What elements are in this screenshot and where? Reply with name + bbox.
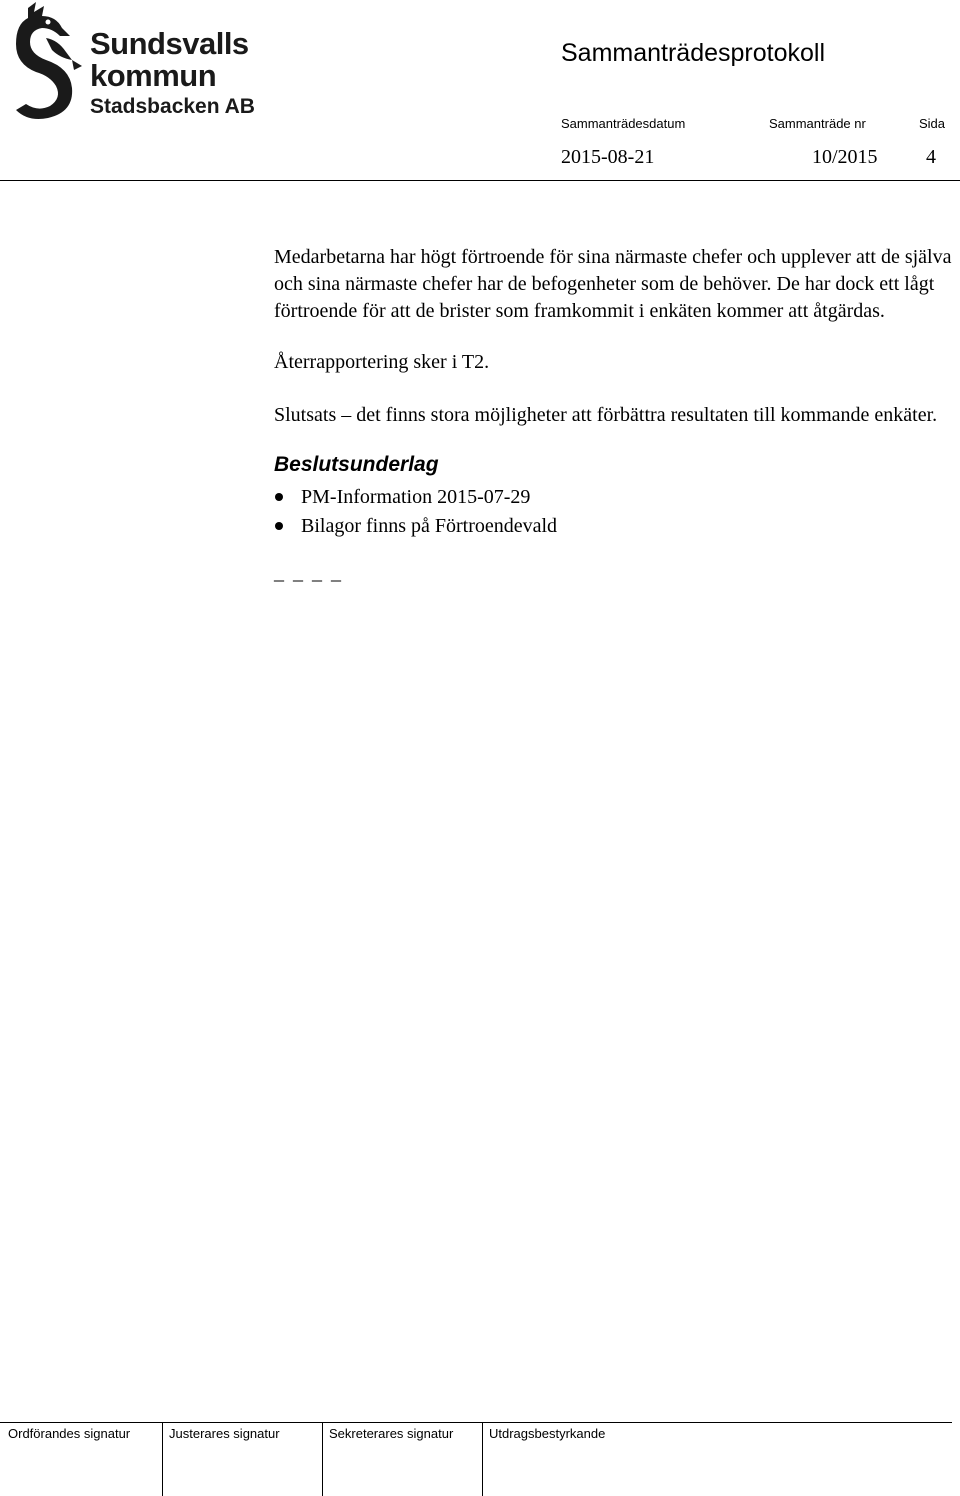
end-marker: _ _ _ _ <box>274 562 343 584</box>
meeting-number-value: 10/2015 <box>812 146 878 168</box>
logo-wordmark <box>90 28 255 120</box>
organization-logo <box>12 2 262 124</box>
meeting-date-label: Sammanträdesdatum <box>561 116 686 131</box>
header-divider <box>0 180 960 181</box>
bullet-icon <box>275 493 283 501</box>
list-item-text: PM-Information 2015-07-29 <box>301 486 531 508</box>
body-paragraph-3: Slutsats – det finns stora möjligheter att förbättra resultaten till kommande enkäter. <box>274 404 938 426</box>
list-item-text: Bilagor finns på Förtroendevald <box>301 515 558 537</box>
logo-line-1: Sundsvalls <box>90 26 249 61</box>
signature-footer <box>0 1422 952 1496</box>
list-item <box>274 512 954 541</box>
chair-signature-label: Ordförandes signatur <box>8 1426 131 1441</box>
protocol-body <box>274 244 954 585</box>
secretary-signature-label: Sekreterares signatur <box>329 1426 454 1441</box>
bullet-icon <box>275 522 283 530</box>
meeting-date-value: 2015-08-21 <box>561 146 655 168</box>
logo-line-3: Stadsbacken AB <box>90 95 255 118</box>
body-paragraph-1: Medarbetarna har högt förtroende för sina närmaste chefer och upplever att de själva och sina närmaste chefer har de befogenheter som de behöver. De har dock ett lågt förtroende för att de brister som framkommit i enkäten kommer att åtgärdas. <box>274 246 952 322</box>
document-title: Sammanträdesprotokoll <box>561 39 826 67</box>
section-heading: Beslutsunderlag <box>274 453 439 476</box>
extract-certification-cell <box>482 1423 952 1496</box>
adjuster-signature-label: Justerares signatur <box>169 1426 280 1441</box>
page-number-value: 4 <box>926 146 936 168</box>
adjuster-signature-cell <box>162 1423 322 1496</box>
page-label: Sida <box>919 116 946 131</box>
extract-certification-label: Utdragsbestyrkande <box>489 1426 606 1441</box>
logo-line-2: kommun <box>90 58 217 93</box>
chair-signature-cell <box>2 1423 162 1496</box>
list-item <box>274 483 954 512</box>
decision-basis-list <box>274 483 954 541</box>
meeting-number-label: Sammanträde nr <box>769 116 866 131</box>
secretary-signature-cell <box>322 1423 482 1496</box>
dragon-emblem-icon <box>12 2 84 124</box>
body-paragraph-2: Återrapportering sker i T2. <box>274 351 490 373</box>
